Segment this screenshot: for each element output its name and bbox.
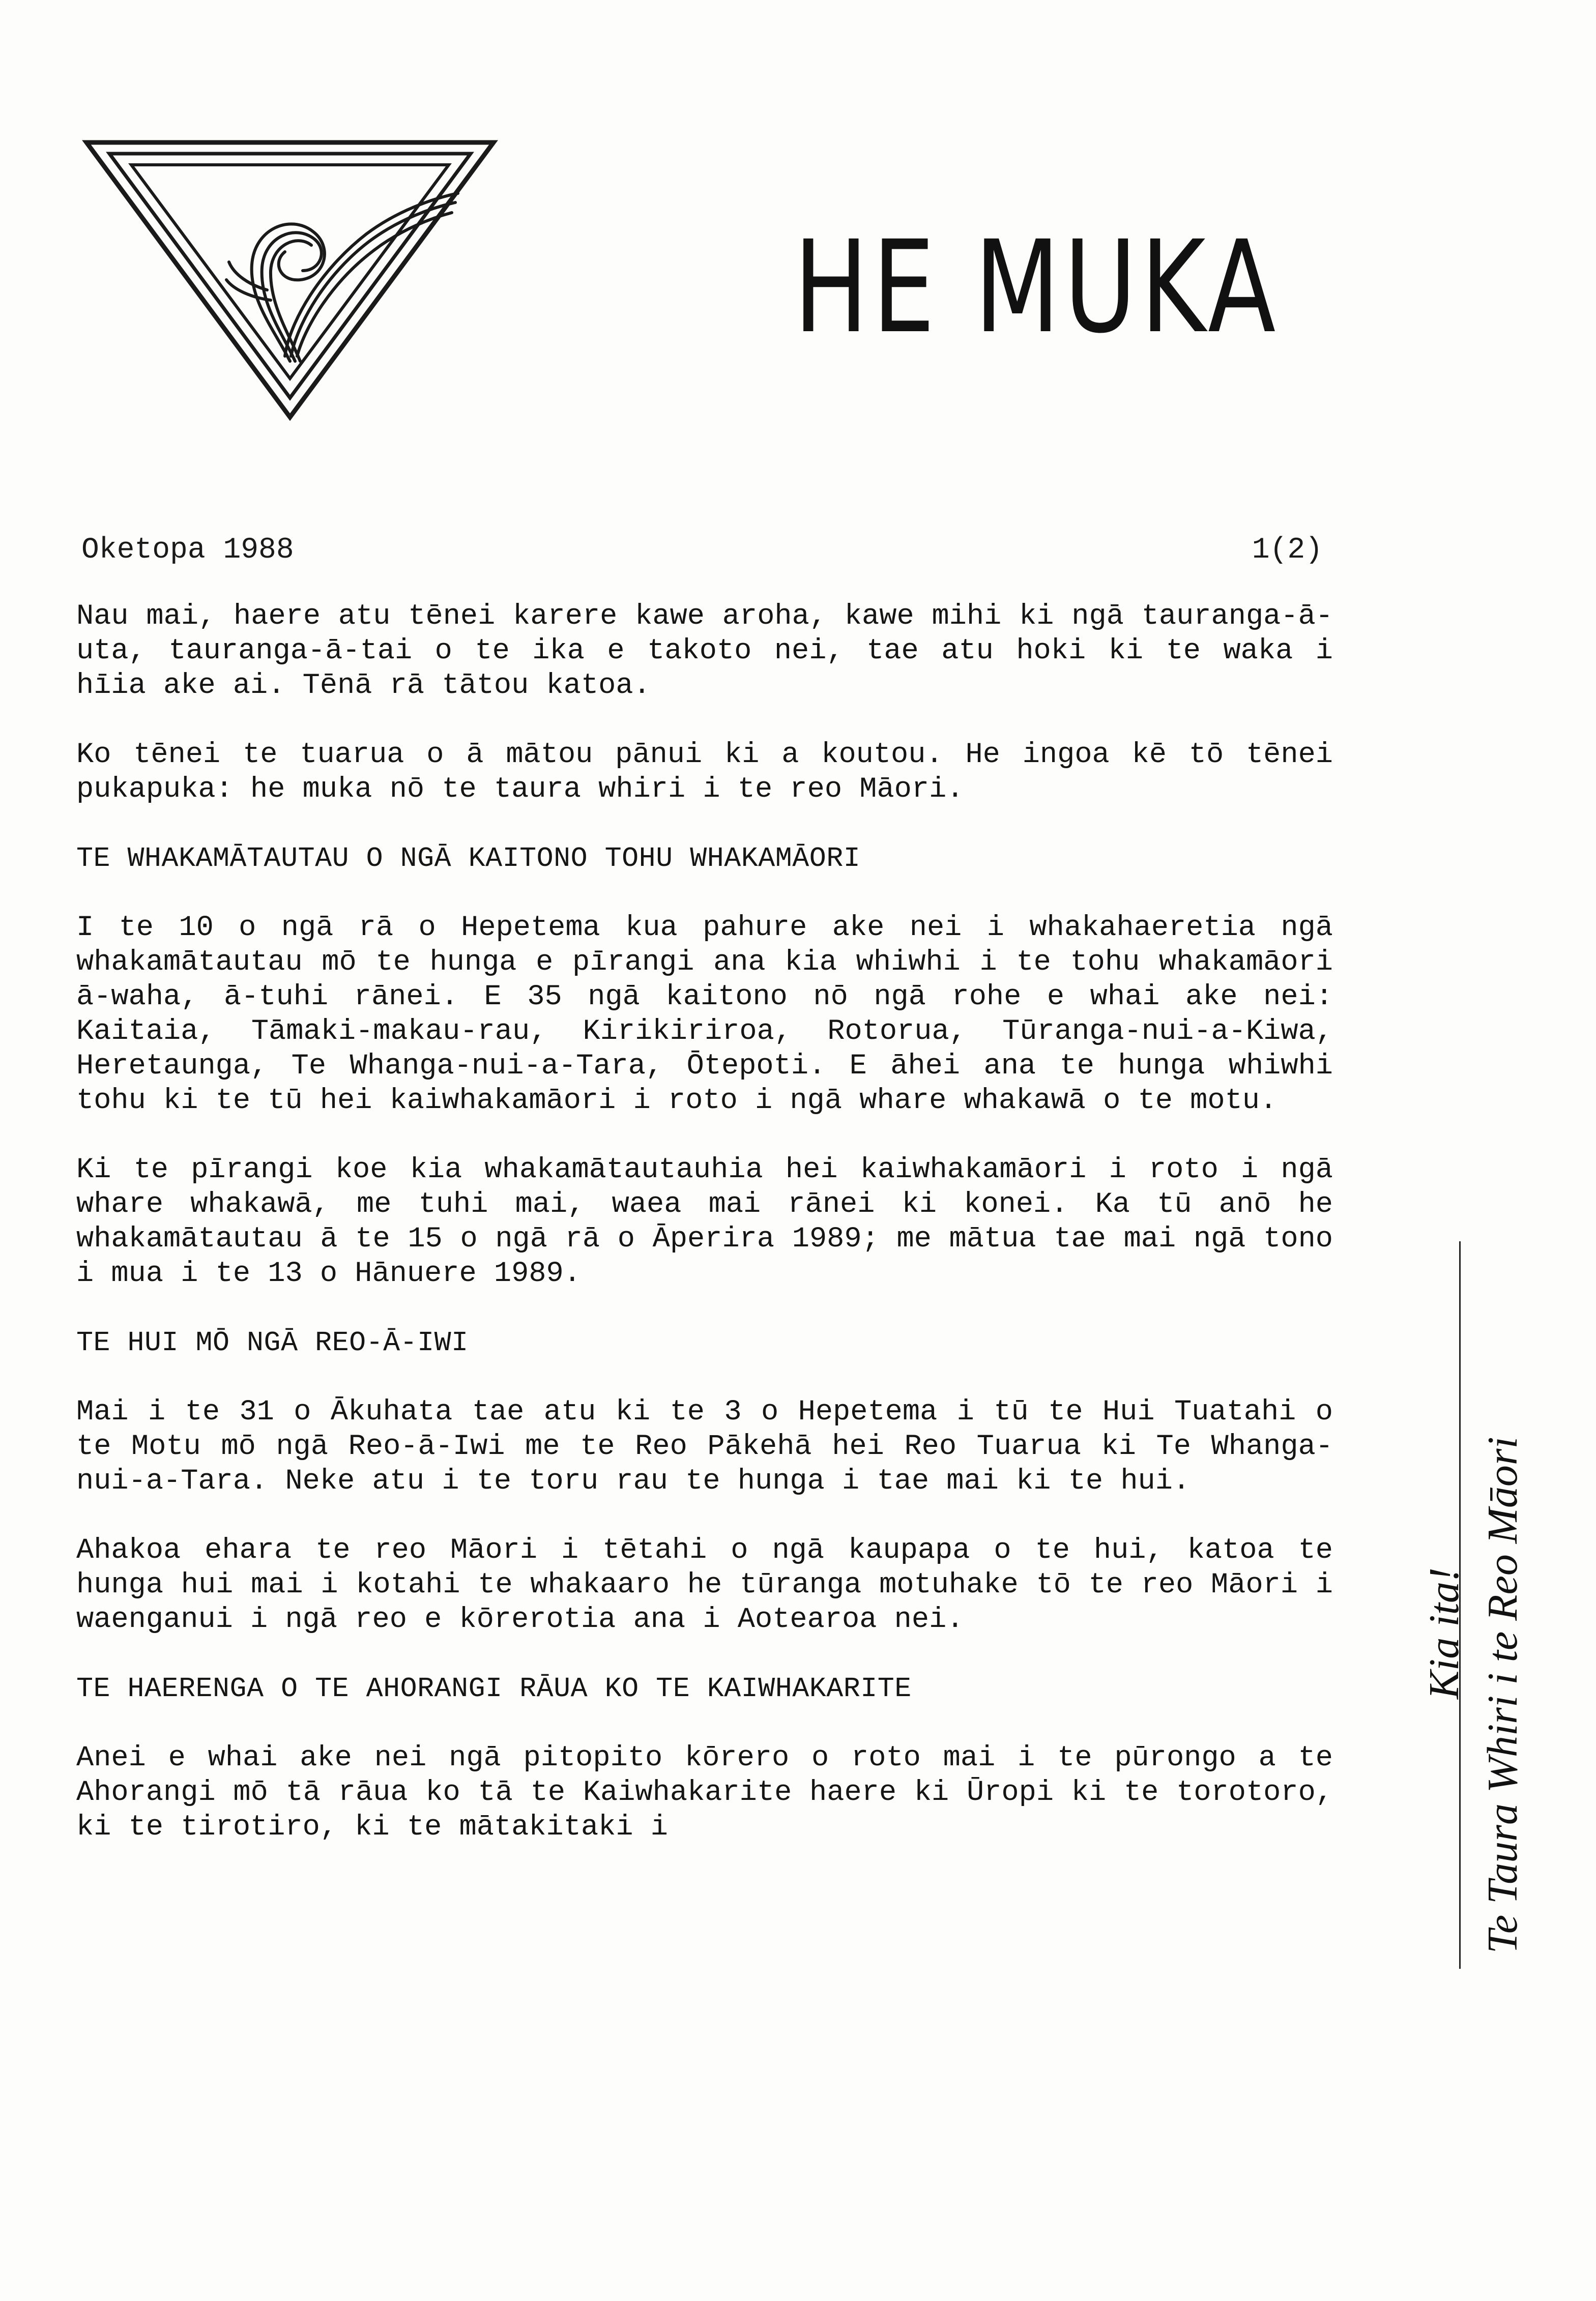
issue-number: 1(2) bbox=[1252, 534, 1323, 567]
second-paragraph: Ko tēnei te tuarua o ā mātou pānui ki a koutou. He ingoa kē tō tēnei pukapuka: he muka nō te taura whiri i te reo Māori. bbox=[76, 739, 1333, 806]
article-body bbox=[76, 599, 1333, 1879]
section-heading-exam: TE WHAKAMĀTAUTAU O NGĀ KAITONO TOHU WHAKAMĀORI bbox=[76, 842, 861, 875]
trip-paragraph: Anei e whai ake nei ngā pitopito kōrero o roto mai i te pūrongo a te Ahorangi mō tā rāua ko tā te Kaiwhakarite haere ki Ūropi ki te torotoro, ki te tirotiro, ki te mātakitaki i bbox=[76, 1742, 1333, 1844]
masthead-title: HE MUKA bbox=[794, 213, 1280, 361]
intro-paragraph: Nau mai, haere atu tēnei karere kawe aroha, kawe mihi ki ngā tauranga-ā-uta, tauranga-ā-tai o te ika e takoto nei, tae atu hoki ki te waka i hīia ake ai. Tēnā rā tātou katoa. bbox=[76, 600, 1333, 702]
sidebar-exclaim: Kia ita! bbox=[1420, 1567, 1468, 1699]
sidebar-motto: Te Taura Whiri i te Reo Māori bbox=[1479, 1437, 1526, 1954]
issue-line bbox=[81, 533, 1323, 568]
issue-date: Oketopa 1988 bbox=[81, 534, 294, 567]
section-heading-hui: TE HUI MŌ NGĀ REO-Ā-IWI bbox=[76, 1327, 469, 1359]
exam-apply-paragraph: Ki te pīrangi koe kia whakamātautauhia hei kaiwhakamāori i roto i ngā whare whakawā, me tuhi mai, waea mai rānei ki konei. Ka tū anō he whakamātautau ā te 15 o ngā rā o Āperira 1989; me mātua tae mai ngā tono i mua i te 13 o Hānuere 1989. bbox=[76, 1154, 1333, 1290]
hui-paragraph: Mai i te 31 o Ākuhata tae atu ki te 3 o Hepetema i tū te Hui Tuatahi o te Motu mō ngā Reo-ā-Iwi me te Reo Pākehā hei Reo Tuarua ki Te Whanga-nui-a-Tara. Neke atu i te toru rau te hunga i tae mai ki te hui. bbox=[76, 1396, 1333, 1498]
section-heading-trip: TE HAERENGA O TE AHORANGI RĀUA KO TE KAIWHAKARITE bbox=[76, 1673, 912, 1705]
hui-second-paragraph: Ahakoa ehara te reo Māori i tētahi o ngā kaupapa o te hui, katoa te hunga hui mai i kotahi te whakaaro he tūranga motuhake tō te reo Māori i waenganui i ngā reo e kōrerotia ana i Aotearoa nei. bbox=[76, 1534, 1333, 1636]
organisation-logo bbox=[81, 137, 499, 422]
exam-paragraph: I te 10 o ngā rā o Hepetema kua pahure ake nei i whakahaeretia ngā whakamātautau mō te hunga e pīrangi ana kia whiwhi i te tohu whakamāori ā-waha, ā-tuhi rānei. E 35 ngā kaitono nō ngā rohe e whai ake nei: Kaitaia, Tāmaki-makau-rau, Kirikiriroa, Rotorua, Tūranga-nui-a-Kiwa, Heretaunga, Te Whanga-nui-a-Tara, Ōtepoti. E āhei ana te hunga whiwhi tohu ki te tū hei kaiwhakamāori i roto i ngā whare whakawā o te motu. bbox=[76, 912, 1333, 1117]
